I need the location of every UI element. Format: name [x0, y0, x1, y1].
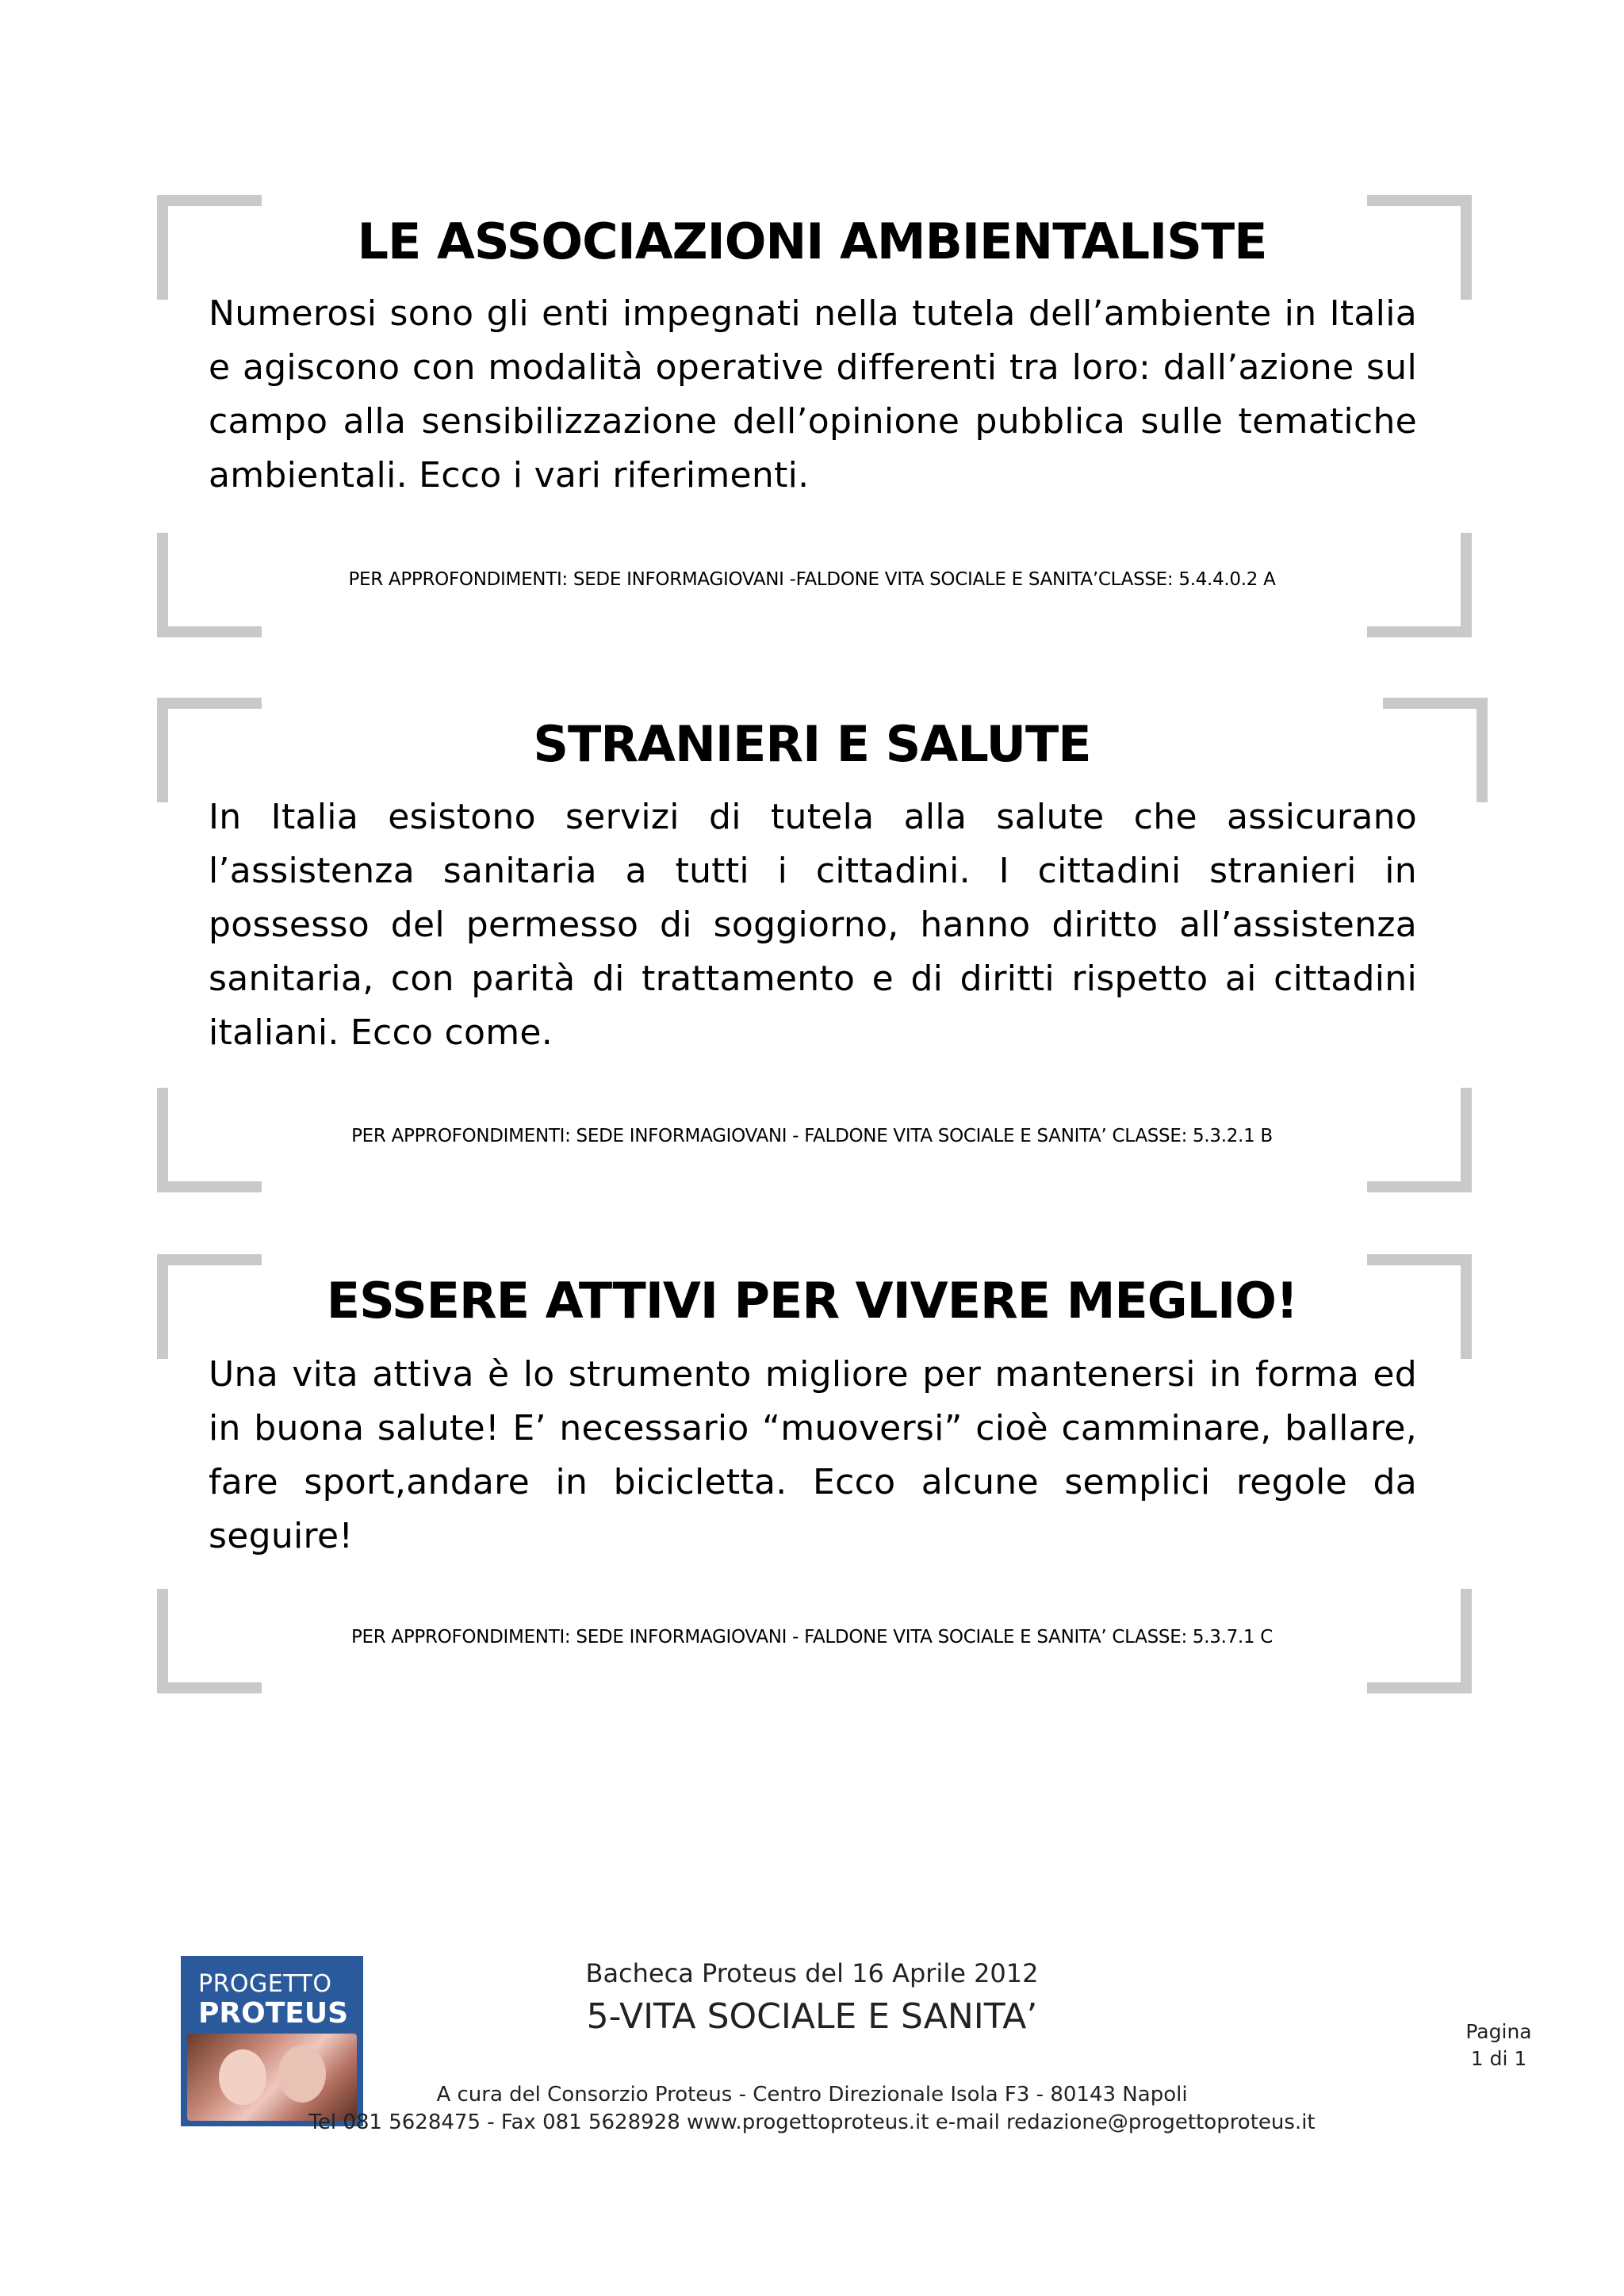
section-title: ESSERE ATTIVI PER VIVERE MEGLIO!	[326, 1272, 1298, 1330]
section-reference: PER APPROFONDIMENTI: SEDE INFORMAGIOVANI -FALDONE VITA SOCIALE E SANITA’CLASSE: 5.4.4.0.2 A	[348, 569, 1276, 590]
footer-date: Bacheca Proteus del 16 Aprile 2012	[585, 1958, 1039, 1988]
section-reference: PER APPROFONDIMENTI: SEDE INFORMAGIOVANI - FALDONE VITA SOCIALE E SANITA’ CLASSE: 5.3.2.1 B	[351, 1126, 1273, 1146]
footer-contacts: Tel 081 5628475 - Fax 081 5628928 www.progettoproteus.it e-mail redazione@progettoproteus.it	[308, 2110, 1316, 2134]
section-title: LE ASSOCIAZIONI AMBIENTALISTE	[357, 212, 1267, 270]
page-count: 1 di 1	[1470, 2047, 1527, 2070]
footer-credit: A cura del Consorzio Proteus - Centro Direzionale Isola F3 - 80143 Napoli	[436, 2083, 1188, 2107]
footer-category: 5-VITA SOCIALE E SANITA’	[586, 1996, 1038, 2037]
page-number	[1427, 2019, 1570, 2072]
logo-line2: PROTEUS	[198, 1997, 349, 2030]
section-reference: PER APPROFONDIMENTI: SEDE INFORMAGIOVANI - FALDONE VITA SOCIALE E SANITA’ CLASSE: 5.3.7.1 C	[350, 1627, 1274, 1647]
page-label: Pagina	[1465, 2020, 1532, 2043]
section-body: Una vita attiva è lo strumento migliore per mantenersi in forma ed in buona salute! E’ necessario “muoversi” cioè camminare, ballare, fare sport,andare in bicicletta. Ecco alcune semplici regole da seguire!	[209, 1354, 1417, 1556]
section-body: In Italia esistono servizi di tutela alla salute che assicurano l’assistenza sanitaria a tutti i cittadini. I cittadini stranieri in possesso del permesso di soggiorno, hanno diritto all’assistenza sanitaria, con parità di trattamento e di diritti rispetto ai cittadini italiani. Ecco come.	[209, 797, 1417, 1053]
section-title: STRANIERI E SALUTE	[533, 715, 1091, 773]
logo-photo	[187, 2034, 357, 2121]
logo-line1: PROGETTO	[198, 1970, 332, 1998]
section-body: Numerosi sono gli enti impegnati nella tutela dell’ambiente in Italia e agiscono con modalità operative differenti tra loro: dall’azione sul campo alla sensibilizzazione dell’opinione pubblica sulle tematiche ambientali. Ecco i vari riferimenti.	[209, 293, 1417, 496]
